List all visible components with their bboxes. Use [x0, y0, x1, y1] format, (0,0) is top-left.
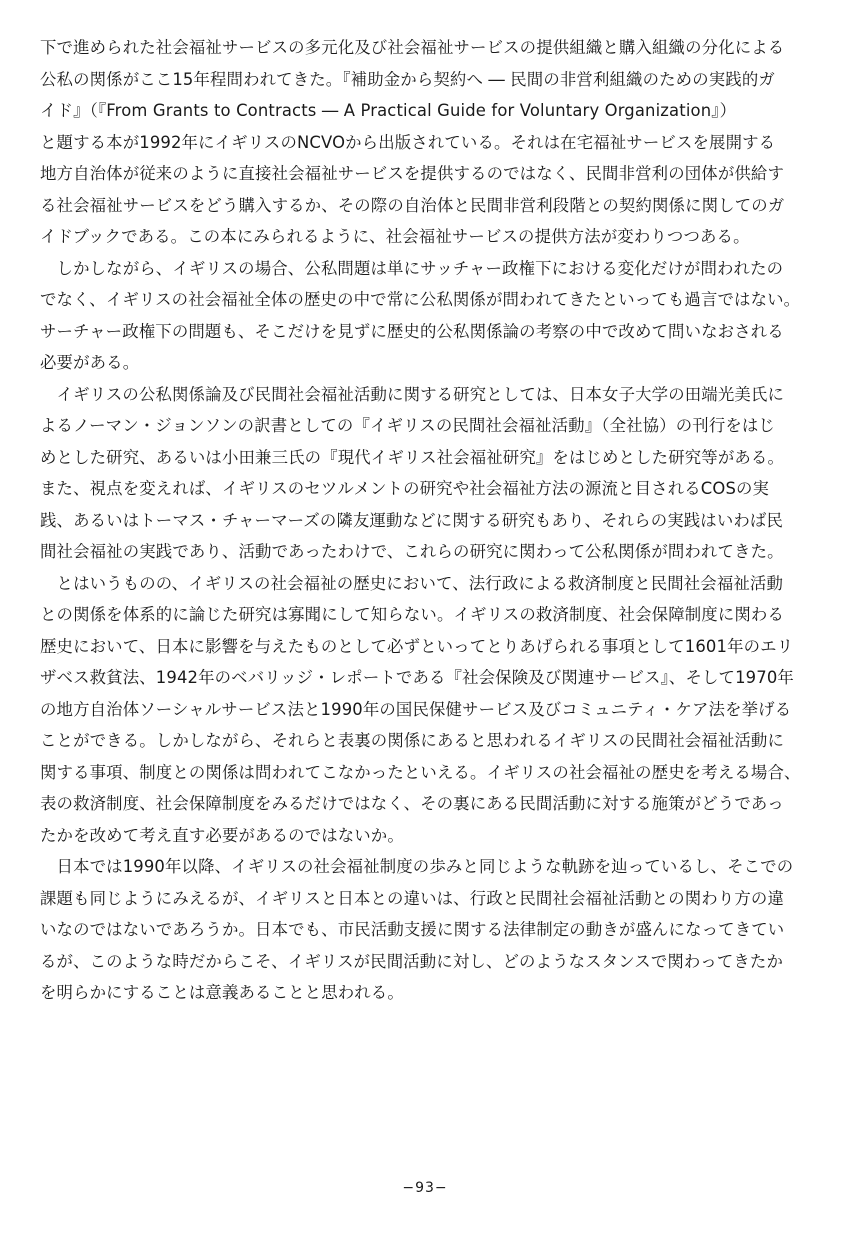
- text-line: 歴史において、日本に影響を与えたものとして必ずといってとりあげられる事項として1601年のエリ: [40, 636, 794, 656]
- text-line: でなく、イギリスの社会福祉全体の歴史の中で常に公私関係が問われてきたといっても過言ではない。: [40, 290, 801, 309]
- text-line: 必要がある。: [40, 353, 140, 372]
- text-line: を明らかにすることは意義あることと思われる。: [40, 983, 404, 1002]
- text-line: る社会福祉サービスをどう購入するか、その際の自治体と民間非営利段階との契約関係に関してのガ: [40, 195, 785, 215]
- text-line: イド』（『From Grants to Contracts ― A Practical Guide for Voluntary Organization』）: [40, 101, 737, 120]
- text-line: るが、このような時だからこそ、イギリスが民間活動に対し、どのようなスタンスで関わってきたか: [40, 951, 784, 971]
- text-line: たかを改めて考え直す必要があるのではないか。: [40, 825, 404, 845]
- text-line: 下で進められた社会福祉サービスの多元化及び社会福祉サービスの提供組織と購入組織の分化による: [40, 38, 785, 57]
- text-line: よるノーマン・ジョンソンの訳書としての『イギリスの民間社会福祉活動』（全社協）の刊行をはじ: [40, 416, 775, 435]
- text-line: の地方自治体ソーシャルサービス法と1990年の国民保健サービス及びコミュニティ・ケア法を挙げる: [40, 699, 792, 719]
- text-line: イギリスの公私関係論及び民間社会福祉活動に関する研究としては、日本女子大学の田端光美氏に: [40, 384, 784, 404]
- text-line: との関係を体系的に論じた研究は寡聞にして知らない。イギリスの救済制度、社会保障制度に関わる: [40, 605, 784, 624]
- text-line: 課題も同じようにみえるが、イギリスと日本との違いは、行政と民間社会福祉活動との関わり方の違: [40, 888, 784, 908]
- page-number: −93−: [402, 1180, 448, 1196]
- text-line: 践、あるいはトーマス・チャーマーズの隣友運動などに関する研究もあり、それらの実践はいわば民: [40, 510, 784, 530]
- text-line: と題する本が1992年にイギリスのNCVOから出版されている。それは在宅福祉サービスを展開する: [40, 132, 776, 152]
- text-line: 表の救済制度、社会保障制度をみるだけではなく、その裏にある民間活動に対する施策がどうであっ: [40, 794, 784, 813]
- text-line: また、視点を変えれば、イギリスのセツルメントの研究や社会福祉方法の源流と目されるCOSの実: [40, 479, 770, 498]
- body-text: [40, 32, 812, 1009]
- text-line: めとした研究、あるいは小田兼三氏の『現代イギリス社会福祉研究』をはじめとした研究等がある。: [40, 447, 784, 467]
- text-line: 間社会福祉の実践であり、活動であったわけで、これらの研究に関わって公私関係が問われてきた。: [40, 542, 784, 561]
- text-line: とはいうものの、イギリスの社会福祉の歴史において、法行政による救済制度と民間社会福祉活動: [40, 573, 784, 593]
- text-line: 公私の関係がここ15年程問われてきた。『補助金から契約へ ― 民間の非営利組織のための実践的ガ: [40, 69, 775, 89]
- text-line: しかしながら、イギリスの場合、公私問題は単にサッチャー政権下における変化だけが問われたの: [40, 258, 784, 278]
- text-line: ことができる。しかしながら、それらと表裏の関係にあると思われるイギリスの民間社会福祉活動に: [40, 731, 784, 750]
- text-line: イドブックである。この本にみられるように、社会福祉サービスの提供方法が変わりつつある。: [40, 227, 750, 246]
- text-line: 日本では1990年以降、イギリスの社会福祉制度の歩みと同じような軌跡を辿っているし、そこでの: [40, 857, 794, 876]
- text-line: ザベス救貧法、1942年のベバリッジ・レポートである『社会保険及び関連サービス』、そして1970年: [40, 668, 794, 687]
- text-line: 地方自治体が従来のように直接社会福祉サービスを提供するのではなく、民間非営利の団体が供給す: [40, 164, 784, 183]
- text-line: サーチャー政権下の問題も、そこだけを見ずに歴史的公私関係論の考察の中で改めて問いなおされる: [40, 321, 784, 341]
- text-line: いなのではないであろうか。日本でも、市民活動支援に関する法律制定の動きが盛んになってきてい: [40, 920, 785, 939]
- text-line: 関する事項、制度との関係は問われてこなかったといえる。イギリスの社会福祉の歴史を考える場合、: [40, 762, 801, 782]
